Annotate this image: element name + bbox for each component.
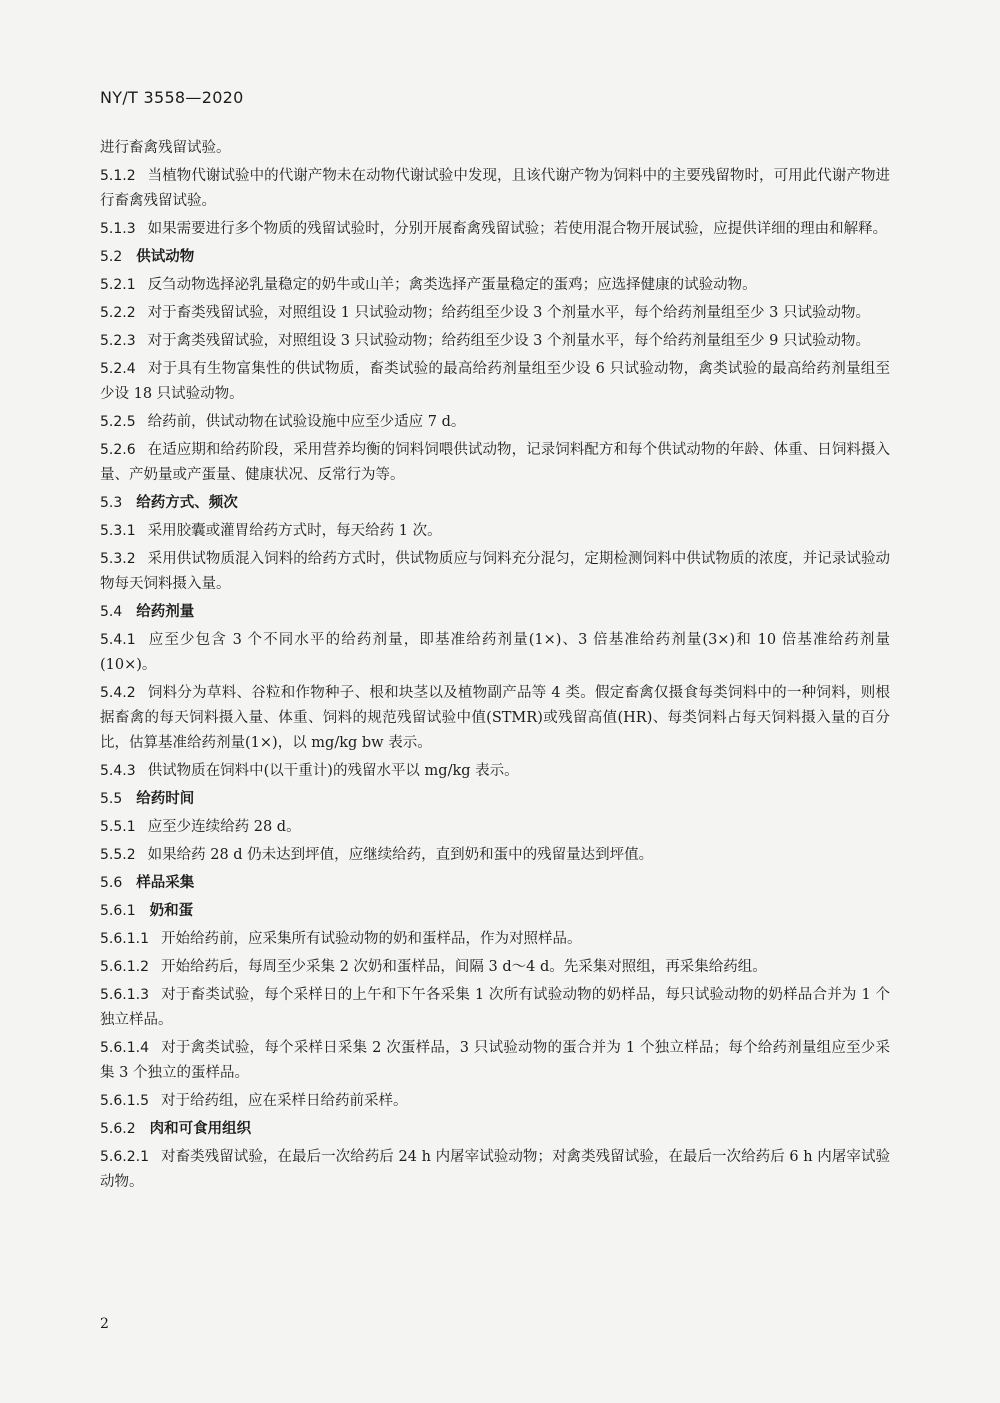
clause-number: 5.3	[100, 495, 123, 511]
paragraph-text: 采用供试物质混入饲料的给药方式时，供试物质应与饲料充分混匀，定期检测饲料中供试物质的浓度，并记录试验动物每天饲料摄入量。	[100, 551, 890, 592]
paragraph-text: 对于给药组，应在采样日给药前采样。	[160, 1093, 408, 1109]
paragraph	[100, 301, 890, 326]
paragraph	[100, 843, 890, 868]
clause-number: 5.3.2	[100, 551, 136, 567]
paragraph	[100, 357, 890, 407]
clause-number: 5.5	[100, 791, 123, 807]
paragraph	[100, 217, 890, 242]
clause-number: 5.6.1.2	[100, 959, 149, 975]
clause-number: 5.4.3	[100, 763, 136, 779]
clause-number: 5.5.2	[100, 847, 136, 863]
paragraph	[100, 681, 890, 756]
paragraph-text: 开始给药后，每周至少采集 2 次奶和蛋样品，间隔 3 d～4 d。先采集对照组，再采集给药组。	[160, 959, 767, 975]
heading-text: 给药方式、频次	[136, 495, 238, 511]
clause-number: 5.1.2	[100, 168, 136, 184]
paragraph-text: 应至少包含 3 个不同水平的给药剂量，即基准给药剂量(1×)、3 倍基准给药剂量(3×)和 10 倍基准给药剂量(10×)。	[100, 632, 890, 673]
paragraph-text: 当植物代谢试验中的代谢产物未在动物代谢试验中发现，且该代谢产物为饲料中的主要残留物时，可用此代谢产物进行畜禽残留试验。	[100, 168, 890, 209]
section-heading	[100, 871, 890, 896]
heading-text: 供试动物	[136, 249, 195, 265]
clause-number: 5.4	[100, 604, 123, 620]
paragraph	[100, 927, 890, 952]
paragraph	[100, 815, 890, 840]
paragraph-text: 采用胶囊或灌胃给药方式时，每天给药 1 次。	[147, 523, 442, 539]
paragraph	[100, 519, 890, 544]
clause-number: 5.6.2	[100, 1121, 136, 1137]
clause-number: 5.4.1	[100, 632, 136, 648]
section-heading	[100, 600, 890, 625]
document-code-header: NY/T 3558—2020	[100, 88, 244, 107]
clause-number: 5.2.5	[100, 414, 136, 430]
section-heading	[100, 491, 890, 516]
paragraph	[100, 273, 890, 298]
clause-number: 5.6	[100, 875, 123, 891]
paragraph-text: 反刍动物选择泌乳量稳定的奶牛或山羊；禽类选择产蛋量稳定的蛋鸡；应选择健康的试验动物。	[147, 277, 757, 293]
clause-number: 5.3.1	[100, 523, 136, 539]
paragraph-text: 对于禽类残留试验，对照组设 3 只试验动物；给药组至少设 3 个剂量水平，每个给药剂量组至少 9 只试验动物。	[147, 333, 870, 349]
paragraph	[100, 547, 890, 597]
section-heading	[100, 245, 890, 270]
clause-number: 5.2.3	[100, 333, 136, 349]
paragraph-text: 在适应期和给药阶段，采用营养均衡的饲料饲喂供试动物，记录饲料配方和每个供试动物的年龄、体重、日饲料摄入量、产奶量或产蛋量、健康状况、反常行为等。	[100, 442, 890, 483]
clause-number: 5.6.1.5	[100, 1093, 149, 1109]
paragraph-text: 应至少连续给药 28 d。	[147, 819, 301, 835]
clause-number: 5.6.2.1	[100, 1149, 149, 1165]
clause-number: 5.5.1	[100, 819, 136, 835]
paragraph-text: 给药前，供试动物在试验设施中应至少适应 7 d。	[147, 414, 466, 430]
clause-number: 5.2.1	[100, 277, 136, 293]
paragraph	[100, 329, 890, 354]
clause-number: 5.2.4	[100, 361, 136, 377]
clause-number: 5.2.6	[100, 442, 136, 458]
page-number: 2	[100, 1316, 109, 1332]
section-heading	[100, 899, 890, 924]
paragraph	[100, 1036, 890, 1086]
heading-text: 给药剂量	[136, 604, 195, 620]
paragraph	[100, 759, 890, 784]
paragraph-text: 进行畜禽残留试验。	[100, 140, 231, 156]
clause-number: 5.2	[100, 249, 123, 265]
heading-text: 样品采集	[136, 875, 195, 891]
heading-text: 肉和可食用组织	[149, 1121, 252, 1137]
paragraph	[100, 164, 890, 214]
paragraph	[100, 1145, 890, 1195]
paragraph-text: 如果给药 28 d 仍未达到坪值，应继续给药，直到奶和蛋中的残留量达到坪值。	[147, 847, 654, 863]
paragraph	[100, 438, 890, 488]
clause-number: 5.6.1	[100, 903, 136, 919]
paragraph-text: 对畜类残留试验，在最后一次给药后 24 h 内屠宰试验动物；对禽类残留试验，在最后一次给药后 6 h 内屠宰试验动物。	[100, 1149, 890, 1190]
paragraph	[100, 1089, 890, 1114]
clause-number: 5.6.1.3	[100, 987, 149, 1003]
paragraph-text: 对于具有生物富集性的供试物质，畜类试验的最高给药剂量组至少设 6 只试验动物，禽类试验的最高给药剂量组至少设 18 只试验动物。	[100, 361, 890, 402]
paragraph	[100, 136, 890, 161]
section-heading	[100, 787, 890, 812]
paragraph	[100, 410, 890, 435]
section-heading	[100, 1117, 890, 1142]
paragraph-text: 供试物质在饲料中(以干重计)的残留水平以 mg/kg 表示。	[147, 763, 519, 779]
paragraph	[100, 955, 890, 980]
paragraph-text: 如果需要进行多个物质的残留试验时，分别开展畜禽残留试验；若使用混合物开展试验，应提供详细的理由和解释。	[147, 221, 888, 237]
clause-number: 5.2.2	[100, 305, 136, 321]
paragraph-text: 对于畜类残留试验，对照组设 1 只试验动物；给药组至少设 3 个剂量水平，每个给药剂量组至少 3 只试验动物。	[147, 305, 870, 321]
paragraph-text: 对于禽类试验，每个采样日采集 2 次蛋样品，3 只试验动物的蛋合并为 1 个独立样品；每个给药剂量组应至少采集 3 个独立的蛋样品。	[100, 1040, 890, 1081]
paragraph-text: 开始给药前，应采集所有试验动物的奶和蛋样品，作为对照样品。	[160, 931, 582, 947]
clause-number: 5.6.1.1	[100, 931, 149, 947]
paragraph	[100, 628, 890, 678]
heading-text: 给药时间	[136, 791, 195, 807]
paragraph-text: 饲料分为草料、谷粒和作物种子、根和块茎以及植物副产品等 4 类。假定畜禽仅摄食每类饲料中的一种饲料，则根据畜禽的每天饲料摄入量、体重、饲料的规范残留试验中值(STMR)或残留高值(HR)、每类饲料占每天饲料摄入量的百分比，估算基准给药剂量(1×)，以 mg/kg bw 表示。	[100, 685, 890, 751]
paragraph-text: 对于畜类试验，每个采样日的上午和下午各采集 1 次所有试验动物的奶样品，每只试验动物的奶样品合并为 1 个独立样品。	[100, 987, 890, 1028]
document-body	[100, 136, 890, 1198]
clause-number: 5.4.2	[100, 685, 136, 701]
clause-number: 5.6.1.4	[100, 1040, 149, 1056]
paragraph	[100, 983, 890, 1033]
clause-number: 5.1.3	[100, 221, 136, 237]
heading-text: 奶和蛋	[149, 903, 194, 919]
